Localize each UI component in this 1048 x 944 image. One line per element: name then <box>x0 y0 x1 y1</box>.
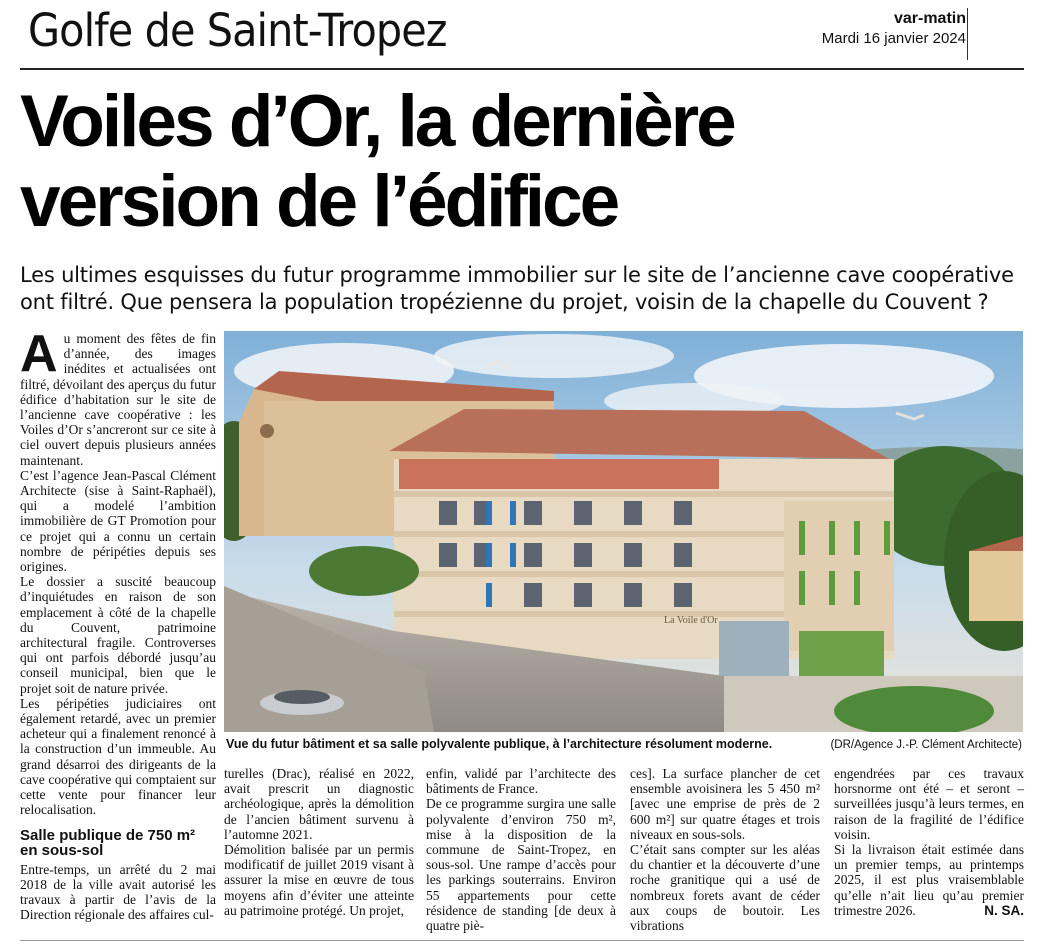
paragraph: Le dossier a suscité beaucoup d’inquiétudes en raison de son emplacement à côté de la chapelle du Couvent, patrimoine architectural fragile. Controverses qui ont parfois débordé jusqu’au conseil municipal, bien que le projet soit de nature privée. <box>20 574 216 696</box>
newspaper-brand: var-matin <box>893 10 966 27</box>
paragraph: C’était sans compter sur les aléas du chantier et la découverte d’une roche granitique qui a usé de nombreux forets avant de céder aux coups de boutoir. Les vibrations <box>630 842 820 934</box>
paragraph: u moment des fêtes de fin d’année, des images inédites et actualisées ont filtré, dévoilant des aperçus du futur édifice d’habitation sur le site de l’ancienne cave coopérative : les Voiles d’Or s’ancreront sur ce site à ciel ouvert depuis plusieurs années maintenant. <box>20 331 216 468</box>
building-rendering-photo <box>224 331 1023 732</box>
paragraph: engendrées par ces travaux horsnorme ont été – et seront – surveillées jusqu’à leurs termes, en raison de la fragilité de l’édifice voisin. <box>834 766 1024 842</box>
paragraph: ces]. La surface plancher de cet ensemble avoisinera les 5 450 m² [avec une emprise de près de 2 600 m²] sur quatre étages et trois niveaux en sous-sols. <box>630 766 820 842</box>
paragraph: enfin, validé par l’architecte des bâtiments de France. <box>426 766 616 797</box>
author-signature: N. SA. <box>984 902 1024 918</box>
article-column-3 <box>426 766 616 933</box>
paragraph <box>834 842 1024 918</box>
masthead-divider <box>967 8 968 60</box>
masthead <box>822 10 966 50</box>
subheading: Salle publique de 750 m² en sous-sol <box>20 826 196 859</box>
standfirst: Les ultimes esquisses du futur programme immobilier sur le site de l’ancienne cave coopérative ont filtré. Que pensera la population tropézienne du projet, voisin de la chapelle du Couvent ? <box>20 263 1014 314</box>
footer-rule <box>20 940 1024 941</box>
paragraph: Les péripéties judiciaires ont également retardé, avec un premier acheteur qui a finalement renoncé à la construction d’un immeuble. Au grand désarroi des dirigeants de la cave coopérative qui comptaient sur cette vente pour financer leur relocalisation. <box>20 695 216 818</box>
paragraph-text: Si la livraison était estimée dans un premier temps, au printemps 2025, il est plus vraisemblable qu’elle n’ait lieu qu’au premier trimestre 2026. <box>834 842 1024 918</box>
photo-caption: Vue du futur bâtiment et sa salle polyvalente publique, à l’architecture résolument moderne. <box>226 737 773 751</box>
article-column-5 <box>834 766 1024 918</box>
headline-line-2: version de l’édifice <box>20 161 618 242</box>
headline <box>20 82 1020 242</box>
headline-line-1: Voiles d’Or, la dernière <box>20 81 734 162</box>
section-title: Golfe de Saint-Tropez <box>28 4 447 57</box>
article-column-4 <box>630 766 820 933</box>
paragraph: turelles (Drac), réalisé en 2022, avait prescrit un diagnostic archéologique, après la démolition de l’ancien bâtiment survenu à l’automne 2021. <box>224 766 414 842</box>
article-column-2 <box>224 766 414 918</box>
paragraph: C’est l’agence Jean-Pascal Clément Architecte (sise à Saint-Raphaël), qui a modelé l’ambition immobilière de GT Promotion pour ce projet qui a connu un certain nombre de péripéties depuis ses origines. <box>20 467 216 575</box>
paragraph: De ce programme surgira une salle polyvalente d’environ 750 m², mise à la disposition de la commune de Saint-Tropez, en sous-sol. Une rampe d’accès pour les parkings souterrains. Environ 55 appartements pour cette résidence de standing [de deux à quatre piè- <box>426 796 616 934</box>
header-rule <box>20 68 1024 70</box>
paragraph: Démolition balisée par un permis modificatif de juillet 2019 visant à assurer la mise en œuvre de tous moyens afin d’éviter une atteinte au patrimoine protégé. Un projet, <box>224 842 414 918</box>
article-column-1 <box>20 325 216 923</box>
paragraph: Entre-temps, un arrêté du 2 mai 2018 de la ville avait autorisé les travaux à partir de l’avis de la Direction régionale des affaires cul- <box>20 861 216 923</box>
drop-cap: A <box>20 325 58 383</box>
photo-credit: (DR/Agence J.-P. Clément Architecte) <box>830 739 1022 751</box>
building-sign-text: La Voile d'Or <box>664 615 718 626</box>
publication-date: Mardi 16 janvier 2024 <box>821 30 966 47</box>
architectural-rendering-image <box>224 331 1023 732</box>
